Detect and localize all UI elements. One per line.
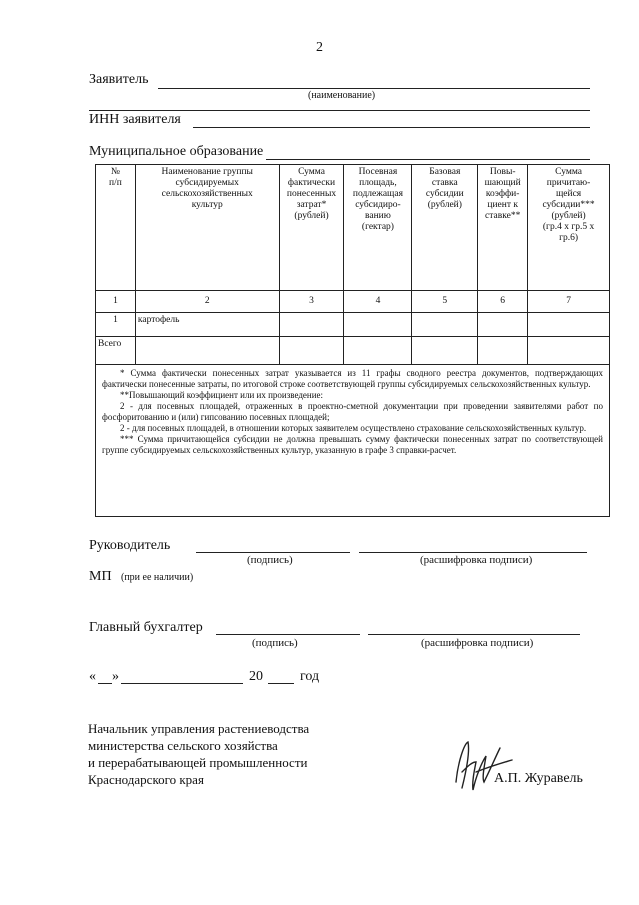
header-costs: Сумма фактически понесенных затрат* (рублей) xyxy=(279,165,344,291)
municipality-line[interactable] xyxy=(266,159,590,160)
col-number: 1 xyxy=(96,291,136,313)
column-numbers-row xyxy=(96,291,610,313)
footnote: *** Сумма причитающейся субсидии не должна превышать сумму фактически понесенных затрат по соответствующей группе субсидируемых сельскохозяйственных культур, указанную в графе 3 справки-расчет. xyxy=(102,433,603,455)
accountant-label: Главный бухгалтер xyxy=(89,620,203,635)
head-decode-line[interactable] xyxy=(359,552,587,553)
footnote: **Повышающий коэффициент или их произведение: xyxy=(120,389,324,400)
cell-base-rate[interactable] xyxy=(412,313,478,337)
date-close-quote: » xyxy=(112,669,119,684)
col-number: 7 xyxy=(528,291,610,313)
applicant-label: Заявитель xyxy=(89,72,149,87)
col-number: 6 xyxy=(478,291,528,313)
signatory-line: министерства сельского хозяйства xyxy=(88,737,278,753)
total-area[interactable] xyxy=(344,337,412,365)
table-row xyxy=(96,313,610,337)
col-number: 3 xyxy=(279,291,344,313)
cell-area[interactable] xyxy=(344,313,412,337)
footnote: 2 - для посевных площадей, отраженных в проектно-сметной документации при проведении заявителями работ по фосфоритованию и (или) гипсованию посевных площадей; xyxy=(102,400,603,422)
footnote: * Сумма фактически понесенных затрат указывается из 11 графы сводного реестра документов, подтверждающих фактически понесенные затраты, по итоговой строке соответствующей группы субсидируемых сельскохозяйственных культур. xyxy=(102,368,603,389)
date-year-prefix: 20 xyxy=(249,669,263,684)
accountant-decode-line[interactable] xyxy=(368,634,580,635)
applicant-hint: (наименование) xyxy=(308,90,376,101)
date-open-quote: « xyxy=(89,669,96,684)
accountant-decode-hint: (расшифровка подписи) xyxy=(421,637,534,649)
total-subsidy-sum[interactable] xyxy=(528,337,610,365)
inn-label: ИНН заявителя xyxy=(89,112,181,127)
head-sign-line[interactable] xyxy=(196,552,350,553)
total-row xyxy=(96,337,610,365)
header-subsidy-sum: Сумма причитаю- щейся субсидии*** (рублей) (гр.4 х гр.5 х гр.6) xyxy=(528,165,610,291)
cell-subsidy-sum[interactable] xyxy=(528,313,610,337)
footnotes-box xyxy=(95,365,610,517)
head-decode-hint: (расшифровка подписи) xyxy=(420,554,533,566)
header-coefficient: Повы- шающий коэффи- циент к ставке** xyxy=(478,165,528,291)
total-coefficient[interactable] xyxy=(478,337,528,365)
applicant-line-2[interactable] xyxy=(89,110,590,111)
header-num: № п/п xyxy=(96,165,136,291)
total-label: Всего xyxy=(96,337,136,365)
applicant-line[interactable] xyxy=(158,88,590,89)
signatory-line: и перерабатывающей промышленности xyxy=(88,754,308,770)
table-header-row xyxy=(96,165,610,291)
total-base-rate[interactable] xyxy=(412,337,478,365)
date-month-line[interactable] xyxy=(121,683,243,684)
signatory-line: Краснодарского края xyxy=(88,771,204,787)
header-crop-group: Наименование группы субсидируемых сельскохозяйственных культур xyxy=(135,165,279,291)
municipality-label: Муниципальное образование xyxy=(89,144,264,159)
date-year-line[interactable] xyxy=(268,683,294,684)
subsidy-table xyxy=(95,164,610,365)
signatory-name: А.П. Журавель xyxy=(494,771,583,786)
row-crop-name: картофель xyxy=(135,313,279,337)
cell-costs[interactable] xyxy=(279,313,344,337)
col-number: 4 xyxy=(344,291,412,313)
stamp-hint: (при ее наличии) xyxy=(121,572,194,583)
signatory-line: Начальник управления растениеводства xyxy=(88,721,310,736)
footnote: 2 - для посевных площадей, в отношении которых заявителем осуществлено страхование сельскохозяйственных культур. xyxy=(120,422,587,433)
date-year-suffix: год xyxy=(300,669,320,684)
signatory-position xyxy=(88,721,309,789)
header-base-rate: Базовая ставка субсидии (рублей) xyxy=(412,165,478,291)
head-sign-hint: (подпись) xyxy=(247,554,293,566)
accountant-sign-line[interactable] xyxy=(216,634,360,635)
col-number: 5 xyxy=(412,291,478,313)
col-number: 2 xyxy=(135,291,279,313)
page-number: 2 xyxy=(316,40,323,55)
handwritten-signature xyxy=(446,732,518,798)
date-day-line[interactable] xyxy=(98,683,112,684)
accountant-sign-hint: (подпись) xyxy=(252,637,298,649)
inn-line[interactable] xyxy=(193,127,590,128)
total-cell xyxy=(135,337,279,365)
stamp-label: МП xyxy=(89,569,112,584)
cell-coefficient[interactable] xyxy=(478,313,528,337)
header-area: Посевная площадь, подлежащая субсидиро- ванию (гектар) xyxy=(344,165,412,291)
head-label: Руководитель xyxy=(89,538,171,553)
total-costs[interactable] xyxy=(279,337,344,365)
row-num: 1 xyxy=(96,313,136,337)
